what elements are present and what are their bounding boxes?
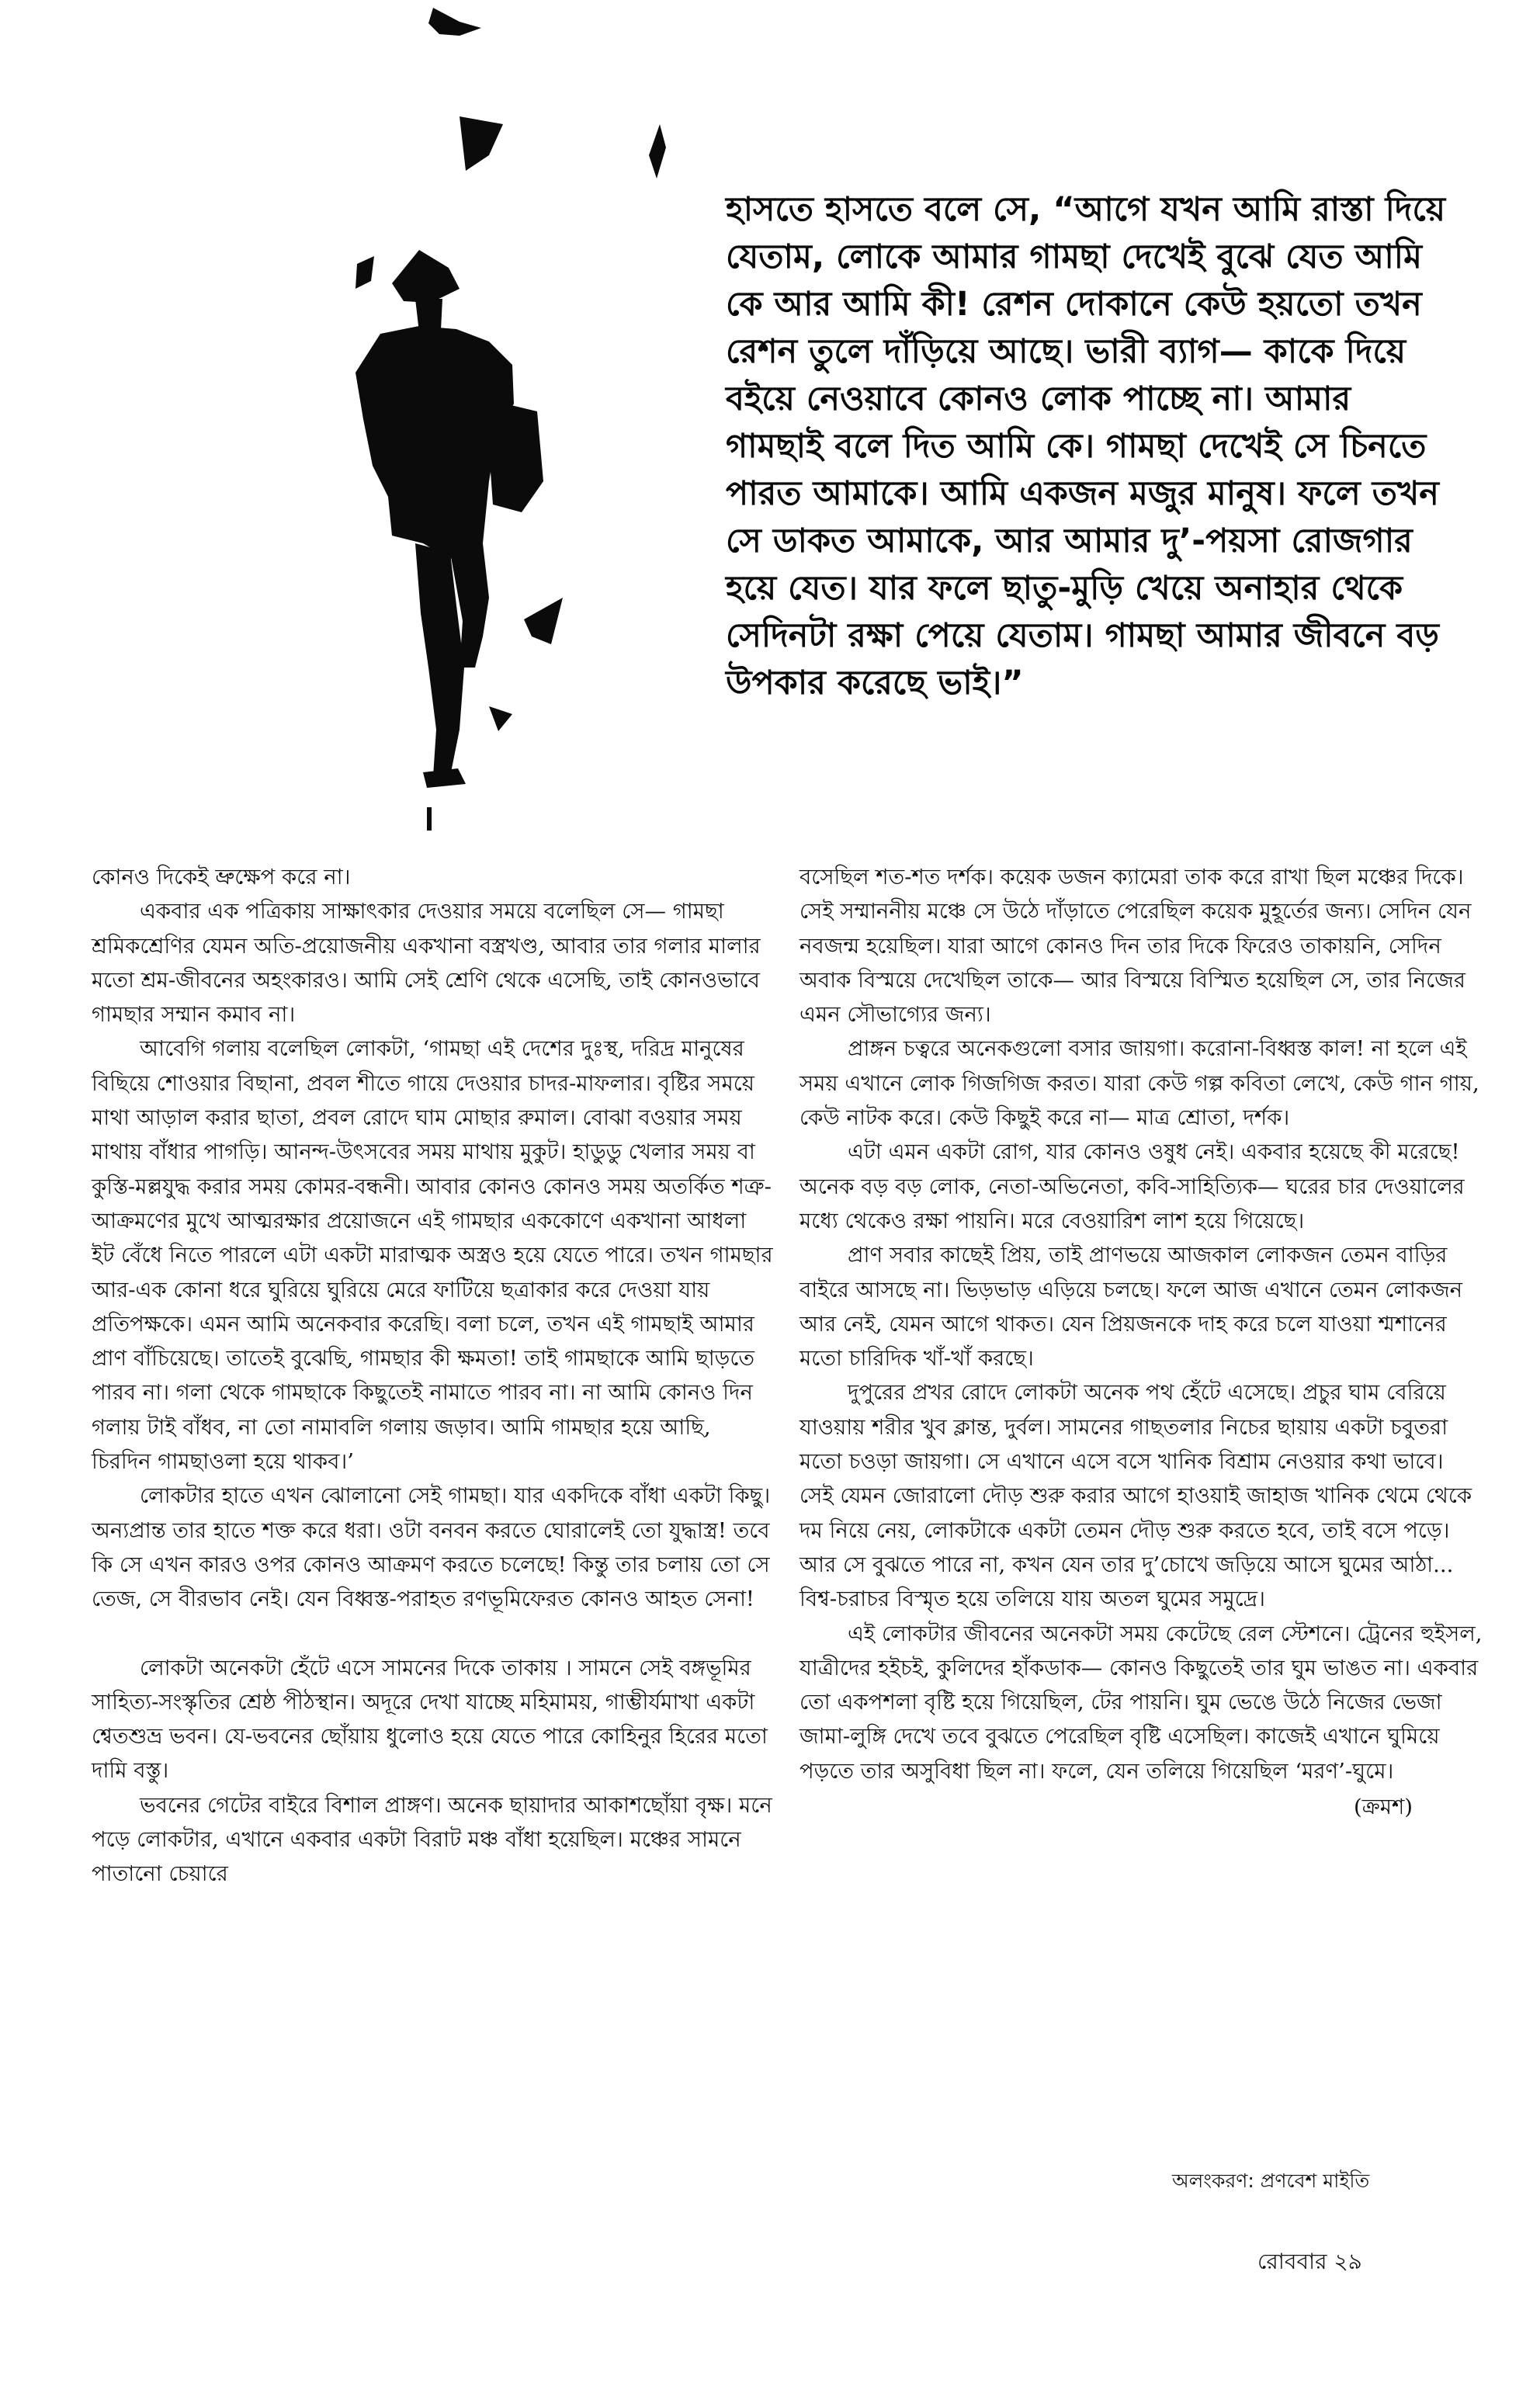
paragraph: এই লোকটার জীবনের অনেকটা সময় কেটেছে রেল স্টেশনে। ট্রেনের হুইসল, যাত্রীদের হইচই, কুলিদের হাঁকডাক— কোনও কিছুতেই তার ঘুম ভাঙত না। একবার তো একপশলা বৃষ্টি হয়ে গিয়েছিল, টের পায়নি। ঘুম ভেঙে উঠে নিজের ভেজা জামা-লুঙ্গি দেখে তবে বুঝতে পেরেছিল বৃষ্টি এসেছিল। কাজেই এখানে ঘুমিয়ে পড়তে তার অসুবিধা ছিল না। ফলে, যেন তলিয়ে গিয়েছিল ‘মরণ’-ঘুমে। bbox=[799, 1621, 1483, 1784]
paragraph: প্রাঙ্গন চত্বরে অনেকগুলো বসার জায়গা। করোনা-বিধ্বস্ত কাল! না হলে এই সময় এখানে লোক গিজগিজ করত। যারা কেউ গল্প কবিতা লেখে, কেউ গান গায়, কেউ নাটক করে। কেউ কিছুই করে না— মাত্র শ্রোতা, দর্শক। bbox=[799, 1036, 1479, 1131]
ground-mark bbox=[427, 807, 432, 831]
paper-scrap bbox=[524, 598, 563, 644]
illustration-credit: অলংকরণ: প্রণবেশ মাইতি bbox=[1172, 2169, 1370, 2192]
paper-scrap bbox=[356, 256, 374, 289]
paragraph: কোনও দিকেই ভ্রুক্ষেপ করে না। bbox=[92, 865, 351, 890]
paper-scrap bbox=[460, 116, 503, 171]
page-folio: রোববার ২৯ bbox=[1257, 2249, 1362, 2274]
paper-scrap bbox=[428, 8, 481, 36]
paper-scrap bbox=[649, 124, 666, 179]
paragraph: আবেগি গলায় বলেছিল লোকটা, ‘গামছা এই দেশের দুঃস্থ, দরিদ্র মানুষের বিছিয়ে শোওয়ার বিছানা, প্রবল শীতে গায়ে দেওয়ার চাদর-মাফলার। বৃষ্টির সময়ে মাথা আড়াল করার ছাতা, প্রবল রোদে ঘাম মোছার রুমাল। বোঝা বওয়ার সময় মাথায় বাঁধার পাগড়ি। আনন্দ-উৎসবের সময় মাথায় মুকুট। হাডুডু খেলার সময় বা কুস্তি-মল্লযুদ্ধ করার সময় কোমর-বন্ধনী। আবার কোনও কোনও সময় অতর্কিত শত্রু-আক্রমণের মুখে আত্মরক্ষার প্রয়োজনে এই গামছার এককোণে একখানা আধলা ইট বেঁধে নিতে পারলে এটা একটা মারাত্মক অস্ত্রও হয়ে যেতে পারে। তখন গামছার আর-এক কোনা ধরে ঘুরিয়ে ঘুরিয়ে মেরে ফাটিয়ে ছত্রাকার করে দেওয়া যায় প্রতিপক্ষকে। এমন আমি অনেকবার করেছি। বলা চলে, তখন এই গামছাই আমার প্রাণ বাঁচিয়েছে। তাতেই বুঝেছি, গামছার কী ক্ষমতা! তাই গামছাকে আমি ছাড়তে পারব না। গলা থেকে গামছাকে কিছুতেই নামাতে পারব না। না আমি কোনও দিন গলায় টাই বাঁধব, না তো নামাবলি গলায় জড়াব। আমি গামছার হয়ে আছি, চিরদিন গামছাওলা হয়ে থাকব।’ bbox=[92, 1036, 773, 1475]
paragraph: লোকটার হাতে এখন ঝোলানো সেই গামছা। যার একদিকে বাঁধা একটা কিছু। অন্যপ্রান্ত তার হাতে শক্ত করে ধরা। ওটা বনবন করতে ঘোরালেই তো যুদ্ধাস্ত্র! তবে কি সে এখন কারও ওপর কোনও আক্রমণ করতে চলেছে! কিন্তু তার চলায় তো সে তেজ, সে বীরভাব নেই। যেন বিধ্বস্ত-পরাহত রণভূমিফেরত কোনও আহত সেনা! bbox=[92, 1483, 771, 1612]
figure-foot bbox=[423, 768, 466, 788]
pull-quote: হাসতে হাসতে বলে সে, “আগে যখন আমি রাস্তা দিয়ে যেতাম, লোকে আমার গামছা দেখেই বুঝে যেত আমি কে আর আমি কী! রেশন দোকানে কেউ হয়তো তখন রেশন তুলে দাঁড়িয়ে আছে। ভারী ব্যাগ— কাকে দিয়ে বইয়ে নেওয়াবে কোনও লোক পাচ্ছে না। আমার গামছাই বলে দিত আমি কে। গামছা দেখেই সে চিনতে পারত আমাকে। আমি একজন মজুর মানুষ। ফলে তখন সে ডাকত আমাকে, আর আমার দু’-পয়সা রোজগার হয়ে যেত। যার ফলে ছাতু-মুড়ি খেয়ে অনাহার থেকে সেদিনটা রক্ষা পেয়ে যেতাম। গামছা আমার জীবনে বড় উপকার করেছে ভাই।” bbox=[726, 190, 1446, 702]
paragraph: একবার এক পত্রিকায় সাক্ষাৎকার দেওয়ার সময়ে বলেছিল সে— গামছা শ্রমিকশ্রেণির যেমন অতি-প্রয়োজনীয় একখানা বস্ত্রখণ্ড, আবার তার গলার মালার মতো শ্রম-জীবনের অহংকারও। আমি সেই শ্রেণি থেকে এসেছি, তাই কোনওভাবে গামছার সম্মান কমাব না। bbox=[92, 899, 761, 1028]
paragraph: এটা এমন একটা রোগ, যার কোনও ওষুধ নেই। একবার হয়েছে কী মরেছে! অনেক বড় বড় লোক, নেতা-অভিনেতা, কবি-সাহিত্যিক— ঘরের চার দেওয়ালের মধ্যে থেকেও রক্ষা পায়নি। মরে বেওয়ারিশ লাশ হয়ে গিয়েছে। bbox=[799, 1139, 1465, 1233]
figure-coat bbox=[356, 326, 514, 559]
illustration-walking-man bbox=[256, 0, 691, 838]
paper-scrap bbox=[489, 706, 512, 731]
paragraph: লোকটা অনেকটা হেঁটে এসে সামনের দিকে তাকায় । সামনে সেই বঙ্গভূমির সাহিত্য-সংস্কৃতির শ্রেষ্ঠ পীঠস্থান। অদূরে দেখা যাচ্ছে মহিমাময়, গাম্ভীর্যমাখা একটা শ্বেতশুভ্র ভবন। যে-ভবনের ছোঁয়ায় ধুলোও হয়ে যেতে পারে কোহিনুর হিরের মতো দামি বস্তু। bbox=[92, 1655, 768, 1784]
to-be-continued: (ক্রমশ) bbox=[1354, 1795, 1413, 1820]
paragraph: বসেছিল শত-শত দর্শক। কয়েক ডজন ক্যামেরা তাক করে রাখা ছিল মঞ্চের দিকে। সেই সম্মাননীয় মঞ্চে সে উঠে দাঁড়াতে পেরেছিল কয়েক মুহূর্তের জন্য। সেদিন যেন নবজন্ম হয়েছিল। যারা আগে কোনও দিন তার দিকে ফিরেও তাকায়নি, সেদিন অবাক বিস্ময়ে দেখেছিল তাকে— আর বিস্ময়ে বিস্মিত হয়েছিল সে, তার নিজের এমন সৌভাগ্যের জন্য। bbox=[799, 865, 1472, 1028]
right-column bbox=[799, 860, 1483, 1824]
paragraph: ভবনের গেটের বাইরে বিশাল প্রাঙ্গণ। অনেক ছায়াদার আকাশছোঁয়া বৃক্ষ। মনে পড়ে লোকটার, এখানে একবার একটা বিরাট মঞ্চ বাঁধা হয়েছিল। মঞ্চের সামনে পাতানো চেয়ারে bbox=[92, 1792, 772, 1887]
paragraph: দুপুরের প্রখর রোদে লোকটা অনেক পথ হেঁটে এসেছে। প্রচুর ঘাম বেরিয়ে যাওয়ায় শরীর খুব ক্লান্ত, দুর্বল। সামনের গাছতলার নিচের ছায়ায় একটা চবুতরা মতো চওড়া জায়গা। সে এখানে এসে বসে খানিক বিশ্রাম নেওয়ার কথা ভাবে। সেই যেমন জোরালো দৌড় শুরু করার আগে হাওয়াই জাহাজ খানিক থেমে থেকে দম নিয়ে নেয়, লোকটাকে একটা তেমন দৌড় শুরু করতে হবে, তাই বসে পড়ে। আর সে বুঝতে পারে না, কখন যেন তার দু’চোখে জড়িয়ে আসে ঘুমের আঠা... বিশ্ব-চরাচর বিস্মৃত হয়ে তলিয়ে যায় অতল ঘুমের সমুদ্রে। bbox=[799, 1380, 1472, 1612]
left-column bbox=[92, 860, 775, 1892]
paragraph: প্রাণ সবার কাছেই প্রিয়, তাই প্রাণভয়ে আজকাল লোকজন তেমন বাড়ির বাইরে আসছে না। ভিড়ভাড় এড়িয়ে চলছে। ফলে আজ এখানে তেমন লোকজন আর নেই, যেমন আগে থাকত। যেন প্রিয়জনকে দাহ করে চলে যাওয়া শ্মশানের মতো চারিদিক খাঁ-খাঁ করছে। bbox=[799, 1243, 1463, 1372]
conical-hat bbox=[392, 250, 460, 303]
